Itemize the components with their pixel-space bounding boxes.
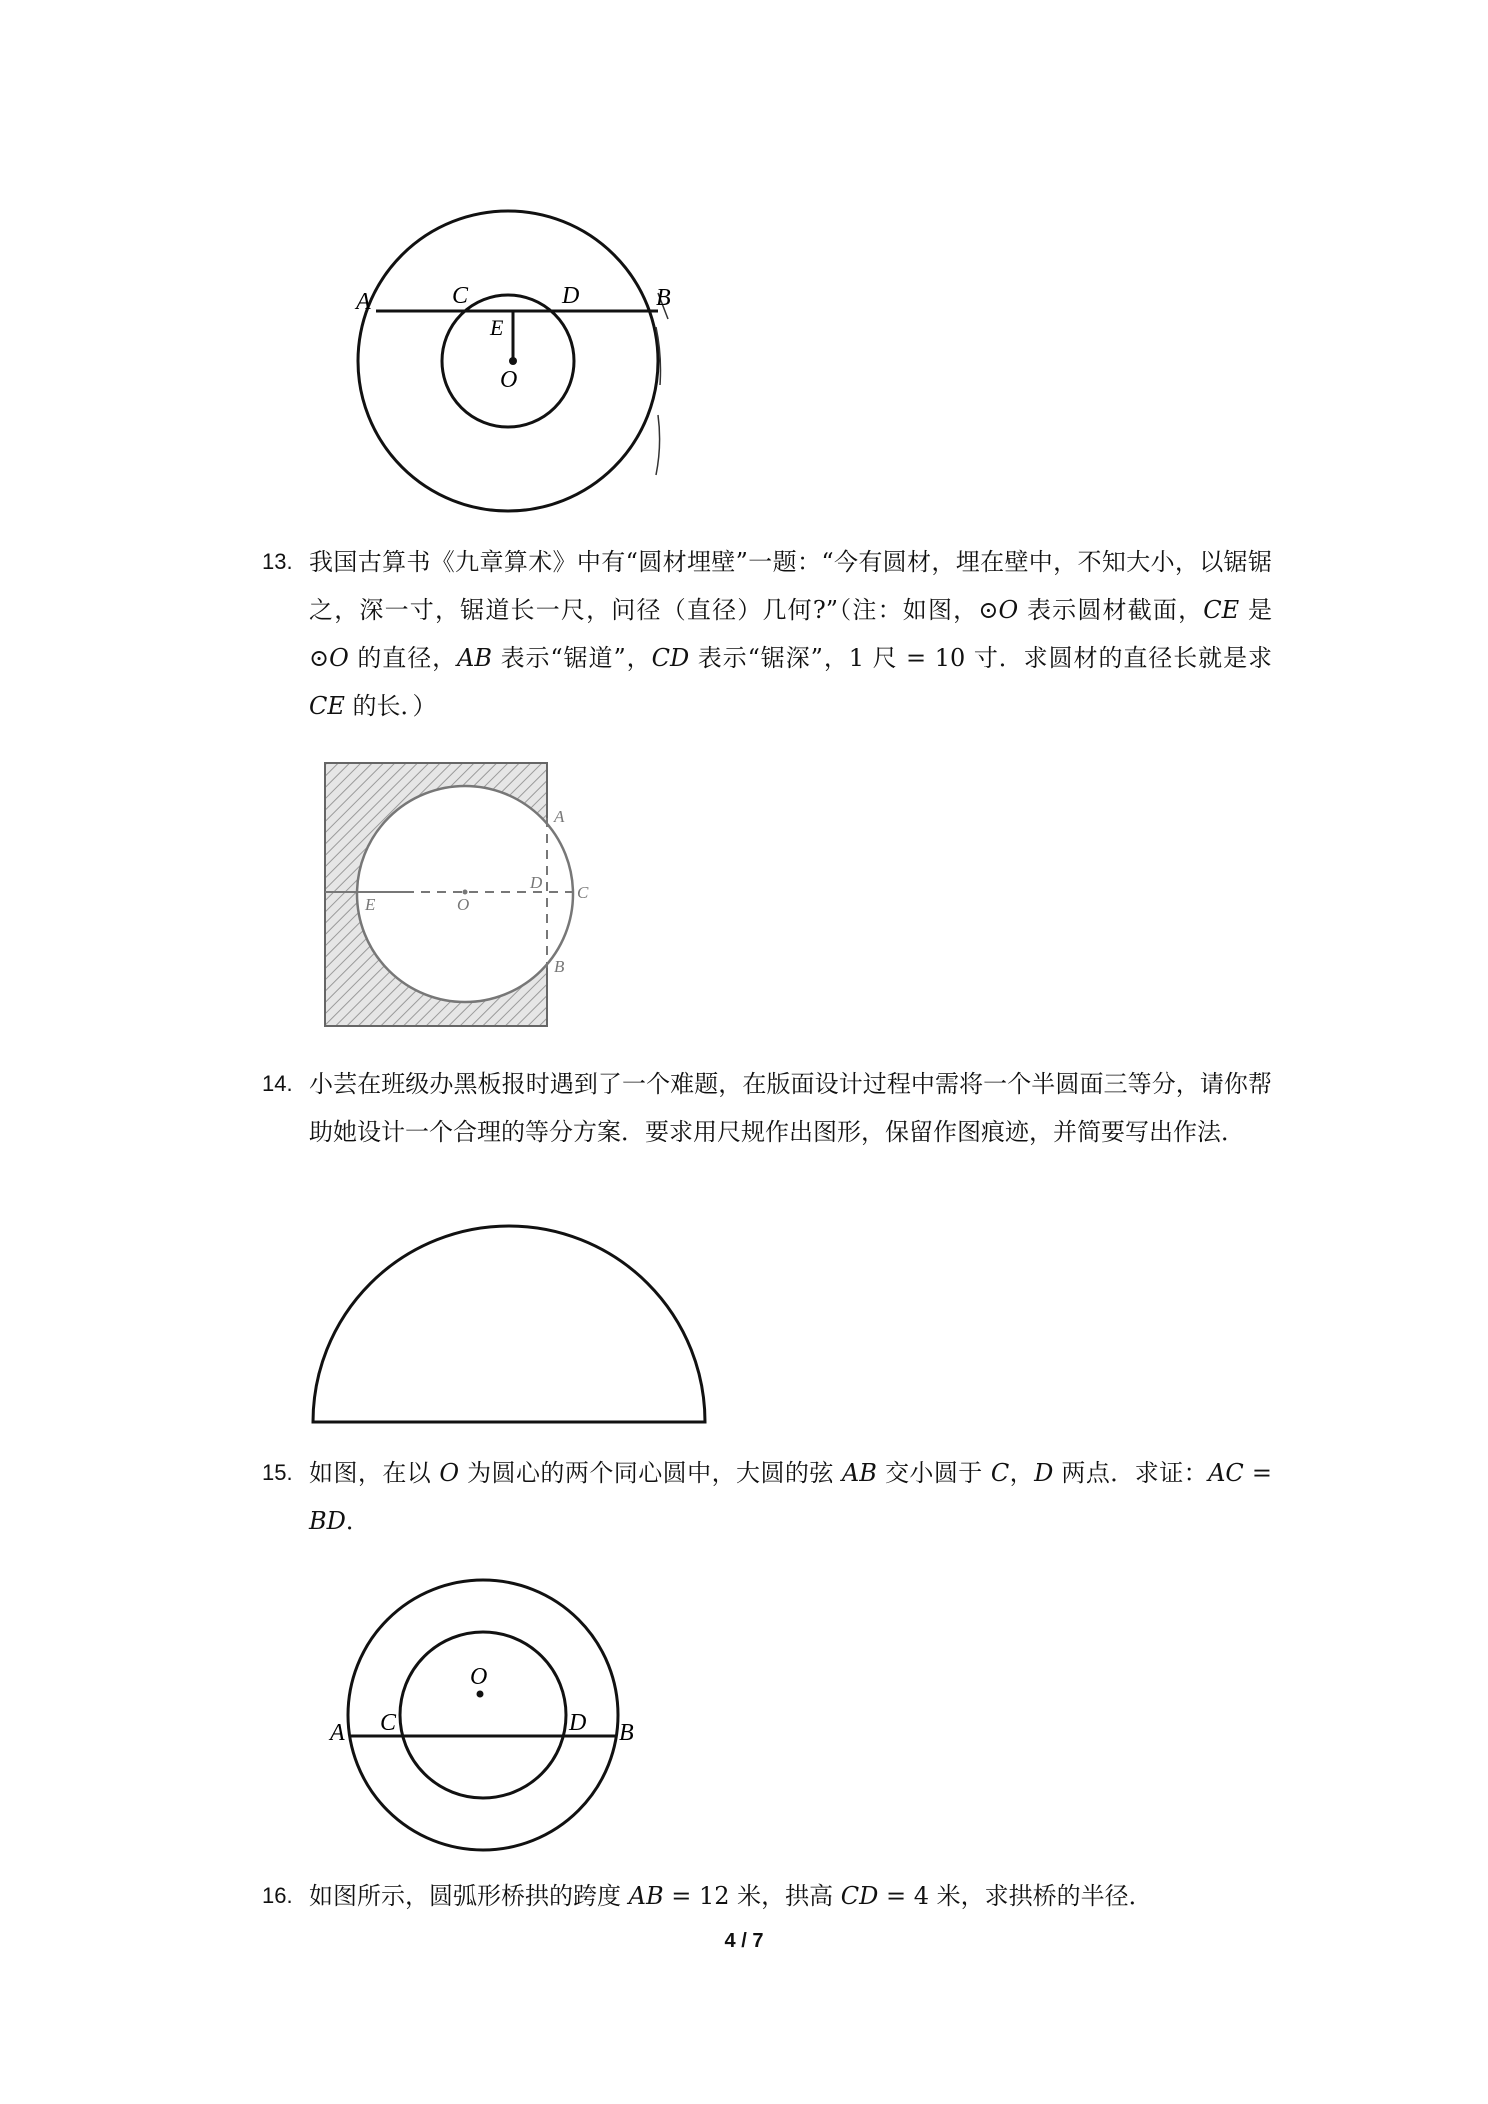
label-c: C xyxy=(577,883,589,902)
label-b: B xyxy=(554,957,565,976)
question-number: 15. xyxy=(262,1460,293,1485)
question-text: 如图所示，圆弧形桥拱的跨度 𝐴𝐵 = 12 米，拱高 𝐶𝐷 = 4 米，求拱桥的半径． xyxy=(309,1882,1153,1910)
label-o: O xyxy=(470,1664,488,1690)
semicircle-outline xyxy=(313,1226,705,1422)
label-d: D xyxy=(569,1710,587,1736)
label-o: O xyxy=(500,367,518,393)
question-text: 我国古算书《九章算术》中有“圆材埋壁”一题：“今有圆材，埋在壁中，不知大小，以锯锯之，深一寸，锯道长一尺，问径（直径）几何?”（注：如图，⊙𝑂 表示圆材截面，𝐶𝐸 是 ⊙𝑂 的直径，𝐴𝐵 表示“锯道”，𝐶𝐷 表示“锯深”，1 尺 = 10 寸．求圆材的直径长就是求 𝐶𝐸 的长．） xyxy=(309,548,1272,720)
question-13 xyxy=(262,538,1272,730)
label-c: C xyxy=(452,283,469,309)
label-c: C xyxy=(380,1710,397,1736)
question-number: 16. xyxy=(262,1883,293,1908)
label-b: B xyxy=(656,285,671,311)
question-text: 小芸在班级办黑板报时遇到了一个难题，在版面设计过程中需将一个半圆面三等分，请你帮助她设计一个合理的等分方案．要求用尺规作出图形，保留作图痕迹，并简要写出作法． xyxy=(309,1070,1272,1146)
scratch-mark xyxy=(656,293,668,475)
question-14 xyxy=(262,1060,1272,1156)
question-number: 14. xyxy=(262,1071,293,1096)
question-text: 如图，在以 𝑂 为圆心的两个同心圆中，大圆的弦 𝐴𝐵 交小圆于 𝐶，𝐷 两点．求证：𝐴𝐶 = 𝐵𝐷． xyxy=(309,1459,1272,1535)
figure-log-in-wall xyxy=(320,758,640,1034)
question-16 xyxy=(262,1872,1272,1920)
label-d: D xyxy=(530,873,543,892)
label-a: A xyxy=(330,1720,345,1746)
label-e: E xyxy=(490,315,504,340)
label-b: B xyxy=(619,1720,634,1746)
page-number: 4 / 7 xyxy=(724,1930,764,1952)
center-dot xyxy=(463,890,468,895)
label-d: D xyxy=(562,283,580,309)
figure-concentric-chord-e xyxy=(340,195,720,525)
question-15 xyxy=(262,1449,1272,1545)
label-o: O xyxy=(457,895,470,914)
figure-concentric-chord xyxy=(320,1570,650,1860)
center-point xyxy=(477,1691,484,1698)
question-number: 13. xyxy=(262,549,293,574)
inner-circle xyxy=(400,1632,566,1798)
label-e: E xyxy=(365,895,376,914)
label-a: A xyxy=(554,807,565,826)
outer-circle xyxy=(358,211,658,511)
inner-circle xyxy=(442,295,574,427)
label-a: A xyxy=(356,289,371,315)
figure-semicircle xyxy=(305,1215,715,1430)
center-point xyxy=(509,357,517,365)
